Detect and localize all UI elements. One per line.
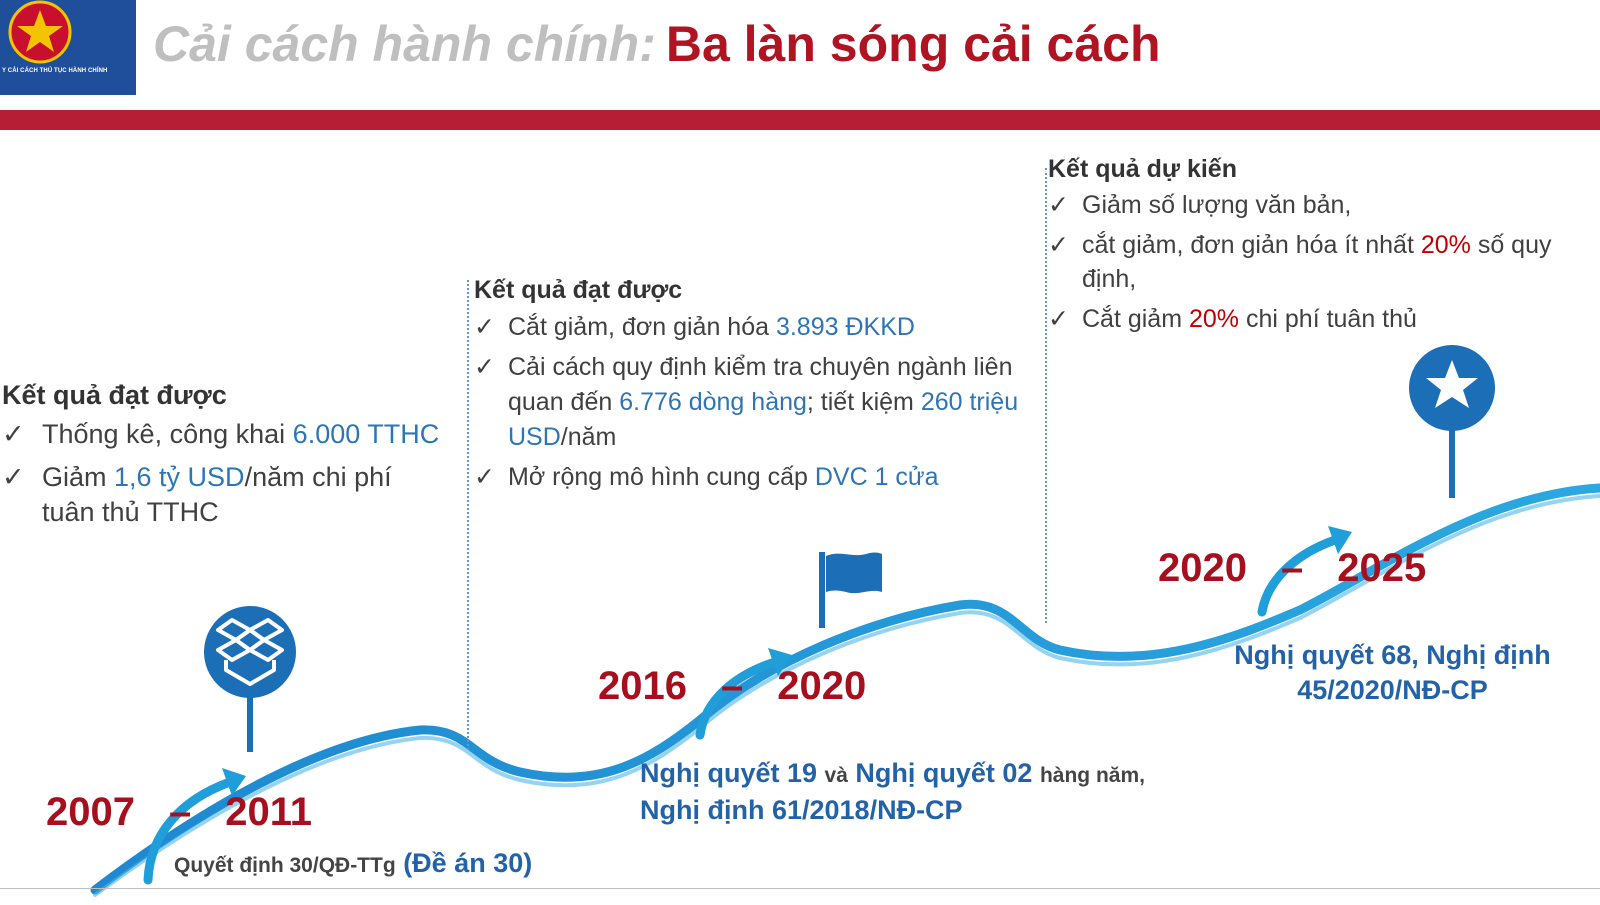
pin-wave1 (204, 606, 296, 752)
pin-wave3 (1409, 345, 1495, 498)
separator-wave2-wave3 (1045, 168, 1047, 623)
results-heading: Kết quả dự kiến (1048, 155, 1237, 183)
logo-caption: Y CẢI CÁCH THỦ TỤC HÀNH CHÍNH (2, 68, 108, 74)
result-item: ✓ Giảm số lượng văn bản, (1048, 188, 1553, 222)
years-wave1: 2007 – 2011 (46, 790, 313, 834)
title-prefix: Cải cách hành chính: (153, 16, 656, 72)
flag-icon (826, 553, 882, 594)
result-item: ✓ Thống kê, công khai 6.000 TTHC (2, 417, 442, 452)
results-block-wave2 (474, 273, 1019, 500)
result-item: ✓ cắt giảm, đơn giản hóa ít nhất 20% số quy định, (1048, 228, 1553, 296)
bottom-rule (0, 888, 1600, 889)
check-icon: ✓ (474, 353, 495, 381)
years-wave3: 2020 – 2025 (1158, 546, 1427, 590)
check-icon: ✓ (1048, 191, 1069, 219)
result-item: ✓ Mở rộng mô hình cung cấp DVC 1 cửa (474, 460, 1019, 495)
law-wave2: Nghị quyết 19 và Nghị quyết 02 hàng năm, Nghị định 61/2018/NĐ-CP (640, 758, 1145, 825)
result-item: ✓ Cắt giảm 20% chi phí tuân thủ (1048, 302, 1553, 336)
results-heading: Kết quả đạt được (474, 276, 683, 304)
result-item: ✓ Cắt giảm, đơn giản hóa 3.893 ĐKKD (474, 310, 1019, 345)
check-icon: ✓ (474, 313, 495, 341)
check-icon: ✓ (2, 419, 25, 449)
result-item: ✓ Giảm 1,6 tỷ USD/năm chi phí tuân thủ TTHC (2, 462, 392, 527)
title-main: Ba làn sóng cải cách (665, 16, 1161, 72)
years-wave2: 2016 – 2020 (598, 664, 867, 708)
check-icon: ✓ (1048, 305, 1069, 333)
law-wave1: Quyết định 30/QĐ-TTg (Đề án 30) (174, 848, 533, 878)
law-wave3: Nghị quyết 68, Nghị định 45/2020/NĐ-CP (1234, 640, 1551, 705)
results-block-wave3 (1048, 152, 1553, 342)
results-heading: Kết quả đạt được (2, 380, 227, 410)
result-item: ✓ Cải cách quy định kiểm tra chuyên ngành liên quan đến 6.776 dòng hàng; tiết kiệm 260 triệu USD/năm (474, 350, 1019, 455)
check-icon: ✓ (2, 462, 25, 492)
pin-wave2 (822, 552, 882, 628)
check-icon: ✓ (474, 463, 495, 491)
separator-wave1-wave2 (467, 280, 469, 750)
results-block-wave1 (2, 378, 442, 538)
check-icon: ✓ (1048, 231, 1069, 259)
